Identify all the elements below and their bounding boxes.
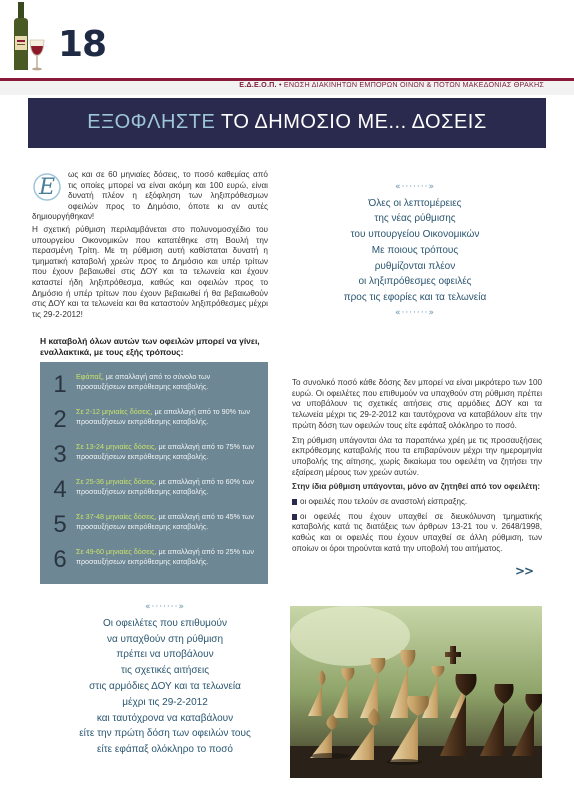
installment-text: Εφάπαξ, με απαλλαγή από το σύνολο των προσαυξήσεων εκπρόθεσμης καταβολής. [76,372,211,391]
installment-item [48,510,260,543]
quote1-line: του υπουργείου Οικονομικών [350,229,480,241]
quote2-line: είτε εφάπαξ ολόκληρο το ποσό [97,744,233,756]
quote2-line: Οι οφειλέτες που επιθυμούν [103,617,227,629]
body-bullet-1: οι οφειλές που τελούν σε αναστολή είσπραξης. [292,497,542,508]
quote2-line: και ταυτόχρονα να καταβάλουν [96,712,234,724]
installments-intro: Η καταβολή όλων αυτών των οφειλών μπορεί να γίνει, εναλλακτικά, με τους εξής τρόπους: [40,336,260,357]
quote2-line: τις σχετικές αιτήσεις [120,665,210,677]
chess-pieces-image [290,606,542,778]
installment-number: 2 [53,406,67,433]
page-number: 18 [58,24,107,65]
header-org-name: ΕΝΩΣΗ ΔΙΑΚΙΝΗΤΩΝ ΕΜΠΟΡΩΝ ΟΙΝΩΝ & ΠΟΤΩΝ ΜΑΚΕΔΟΝΙΑΣ ΘΡΑΚΗΣ [283,80,544,89]
ornament-bottom: «·······» [394,307,436,318]
intro-para-2: Η σχετική ρύθμιση περιλαμβάνεται στο πολυνομοσχέδιο του υπουργείου Οικονομικών που κατατέθηκε στη Βουλή την περασμένη Τρίτη. Με τη ρύθμιση αυτή καθίσταται δυνατή η τμηματική καταβολή χρεών προς το Δημόσιο και υπέρ τρίτων που έχουν βεβαιωθεί στις ΔΟΥ και τα τελωνεία και έχουν καταστεί ήδη ληξιπρόθεσμα, καθώς και οφειλών προς το Δημόσιο ή υπέρ τρίτων που έχουν βεβαιωθεί ή θα βεβαιωθούν στις ΔΟΥ και τα τελωνεία και θα καταστούν ληξιπρόθεσμες μέχρι τις 29-2-2012! [32,224,268,319]
installment-number: 1 [53,371,67,398]
body-right-column [292,378,542,559]
installment-item [48,440,260,473]
installment-number: 6 [53,546,67,573]
wine-bottle-glass-icon [0,0,50,78]
quote1-line: οι ληξιπρόθεσμες οφειλές [358,276,472,288]
body-para-3: Στην ίδια ρύθμιση υπάγονται, μόνο αν ζητηθεί από τον οφειλέτη: [292,482,541,492]
quote1-line: Όλες οι λεπτομέρειες [368,197,462,209]
installment-number: 5 [53,511,67,538]
installment-text: Σε 25-36 μηνιαίες δόσεις, με απαλλαγή από το 60% των προσαυξήσεων εκπρόθεσμης καταβολής. [76,477,254,496]
installments-box [40,362,268,584]
installment-text: Σε 13-24 μηνιαίες δόσεις, με απαλλαγή από το 75% των προσαυξήσεων εκπρόθεσμης καταβολής. [76,442,254,461]
quote2-line: πρέπει να υποβάλουν [116,649,214,661]
installment-item [48,370,260,403]
page-title [28,111,546,134]
installment-number: 3 [53,441,67,468]
installment-item [48,405,260,438]
installment-text: Σε 37-48 μηνιαίες δόσεις, με απαλλαγή από το 45% των προσαυξήσεων εκπρόθεσμης καταβολής. [76,512,254,531]
pull-quote-top [300,180,530,321]
ornament-top: «·······» [144,602,186,612]
header-acronym: Ε.Δ.Ε.Ο.Π. [239,80,277,89]
quote1-line: Με ποιους τρόπους [371,244,459,256]
bullet-square-icon [292,514,297,520]
header-org [239,80,544,89]
installment-text: Σε 49-60 μηνιαίες δόσεις, με απαλλαγή από το 25% των προσαυξήσεων εκπρόθεσμης καταβολής. [76,547,254,566]
bullet-square-icon [292,499,297,505]
quote1-line: της νέας ρύθμισης [374,213,456,225]
installment-item [48,475,260,508]
quote1-line: προς τις εφορίες και τα τελωνεία [343,291,487,303]
quote2-line: είτε την πρώτη δόση των οφειλών τους [79,728,251,740]
quote2-line: μέχρι τις 29-2-2012 [122,696,208,708]
continue-arrow-icon: >> [515,564,534,578]
body-para-1: Το συνολικό ποσό κάθε δόσης δεν μπορεί να είναι μικρότερο των 100 ευρώ. Οι οφειλέτες που επιθυμούν να υπαχθούν στη ρύθμιση πρέπει να υποβάλουν τις σχετικές αιτήσεις στις αρμόδιες ΔΟΥ και τα τελωνεία μέχρι τις 29-2-2012 και ταυτόχρονα να καταβάλουν είτε την πρώτη δόση των οφειλών τους είτε εφάπαξ ολόκληρο το ποσό. [292,378,542,430]
quote2-line: να υπαχθούν στη ρύθμιση [106,633,224,645]
quote1-line: ρυθμίζονται πλέον [374,260,456,272]
installment-text: Σε 2-12 μηνιαίες δόσεις, με απαλλαγή από το 90% των προσαυξήσεων εκπρόθεσμης καταβολής. [76,407,250,426]
title-banner [28,98,546,148]
installment-number: 4 [53,476,67,503]
title-rest: ΤΟ ΔΗΜΟΣΙΟ ΜΕ... ΔΟΣΕΙΣ [215,111,487,133]
ornament-top: «·······» [394,182,436,192]
intro-text [32,170,268,322]
header-bullet: • [278,80,282,89]
body-bullet-2: οι οφειλές που έχουν υπαχθεί σε διευκόλυνση τμηματικής καταβολής κατά τις διατάξεις των άρθρων 13-21 του ν. 2648/1998, καθώς και οι οφειλές που έχουν υπαχθεί σε άλλη ρύθμιση, των οποίων οι όροι τηρούνται κατά την υποβολή του αιτήματος. [292,511,542,553]
pull-quote-bottom [50,600,280,758]
installment-item [48,545,260,578]
quote2-line: στις αρμόδιες ΔΟΥ και τα τελωνεία [89,680,241,692]
title-accent: ΕΞΟΦΛΗΣΤΕ [87,111,216,133]
dropcap-char: Ε [38,175,56,200]
dropcap-letter [32,172,62,202]
body-para-2: Στη ρύθμιση υπάγονται όλα τα παραπάνω χρέη με τις προσαυξήσεις εκπρόθεσμης καταβολής που τα επιβαρύνουν μέχρι την ημερομηνία υποβολής της αίτησης, χωρίς δικαίωμα του οφειλέτη να ζητήσει την εξαίρεση μέρους των χρεών αυτών. [292,435,542,477]
intro-para-1: ως και σε 60 μηνιαίες δόσεις, το ποσό καθεμίας από τις οποίες μπορεί να είναι ακόμη και 100 ευρώ, είναι δυνατή πλέον η εξόφληση των ληξιπρόθεσμων οφειλών προς το Δημόσιο, όποτε κι αν αυτές δημιουργήθηκαν! [32,170,268,222]
